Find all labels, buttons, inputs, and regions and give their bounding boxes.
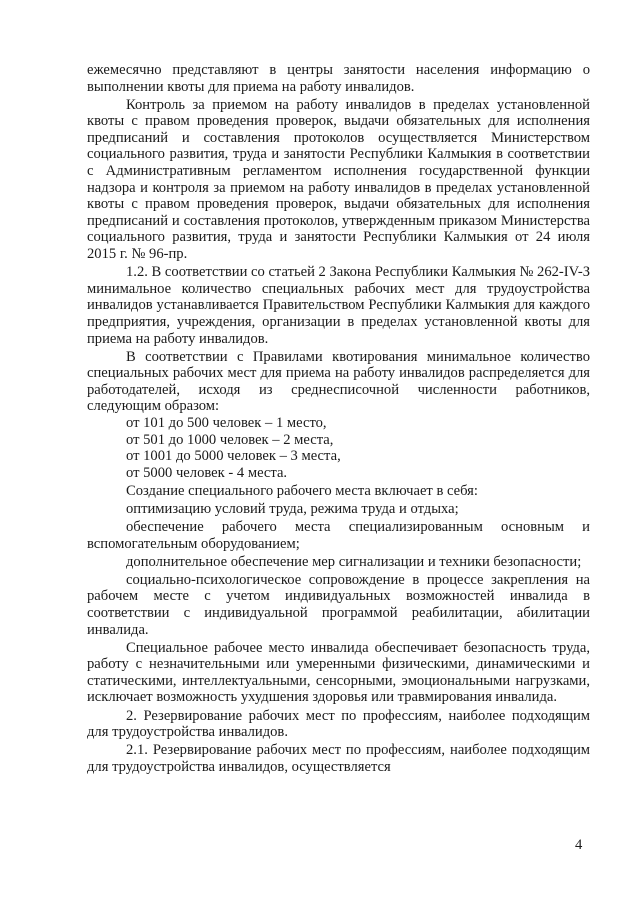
quota-item: от 5000 человек - 4 места. <box>126 464 288 481</box>
document-body <box>87 62 590 775</box>
paragraph-1-2: 1.2. В соответствии со статьей 2 Закона Республики Калмыкия № 262-IV-З минимальное количество специальных рабочих мест для трудоустройства инвалидов устанавливается Правительством Республики Калмыкия для каждого предприятия, учреждения, организации в пределах установленной квоты для приема на работу инвалидов. <box>87 264 591 347</box>
page-number: 4 <box>575 837 583 853</box>
paragraph-2-1: 2.1. Резервирование рабочих мест по профессиям, наиболее подходящим для трудоустройства инвалидов, осуществляется <box>87 742 590 775</box>
quota-item: от 501 до 1000 человек – 2 места, <box>126 431 334 448</box>
paragraph-safety: дополнительное обеспечение мер сигнализации и техники безопасности; <box>126 553 582 570</box>
paragraph-quota-reporting: ежемесячно представляют в центры занятости населения информацию о выполнении квоты для приема на работу инвалидов. <box>87 62 590 95</box>
paragraph-support: социально-психологическое сопровождение в процессе закрепления на рабочем месте с учетом индивидуальных возможностей инвалида в соответствии с индивидуальной программой реабилитации, абилитации инвалида. <box>87 571 590 638</box>
paragraph-equipment: обеспечение рабочего места специализированным основным и вспомогательным оборудованием; <box>87 519 590 552</box>
paragraph-optimization: оптимизацию условий труда, режима труда и отдыха; <box>126 500 459 517</box>
quota-item: от 1001 до 5000 человек – 3 места, <box>126 448 341 465</box>
paragraph-workplace-creation: Создание специального рабочего места включает в себя: <box>126 482 478 499</box>
paragraph-special-workplace: Специальное рабочее место инвалида обеспечивает безопасность труда, работу с незначительными или умеренными физическими, динамическими и статическими, интеллектуальными, сенсорными, эмоциональными нагрузками, исключает возможность ухудшения здоровья или травмирования инвалида. <box>87 639 590 706</box>
paragraph-quota-rules: В соответствии с Правилами квотирования минимальное количество специальных рабочих мест для приема на работу инвалидов распределяется для работодателей, исходя из среднесписочной численности работников, следующим образом: <box>87 348 590 415</box>
quota-item: от 101 до 500 человек – 1 место, <box>126 414 327 431</box>
paragraph-2-reservation: 2. Резервирование рабочих мест по профессиям, наиболее подходящим для трудоустройства инвалидов. <box>87 707 590 741</box>
paragraph-control: Контроль за приемом на работу инвалидов в пределах установленной квоты с правом проведения проверок, выдачи обязательных для исполнения предписаний и составления протоколов осуществляется Министерством социального развития, труда и занятости Республики Калмыкия в соответствии с Административным регламентом исполнения государственной функции надзора и контроля за приемом на работу инвалидов в пределах установленной квоты с правом проведения проверок, выдачи обязательных для исполнения предписаний и составления протоколов, утвержденным приказом Министерства социального развития, труда и занятости Республики Калмыкия от 24 июля 2015 г. № 96-пр. <box>87 96 590 263</box>
